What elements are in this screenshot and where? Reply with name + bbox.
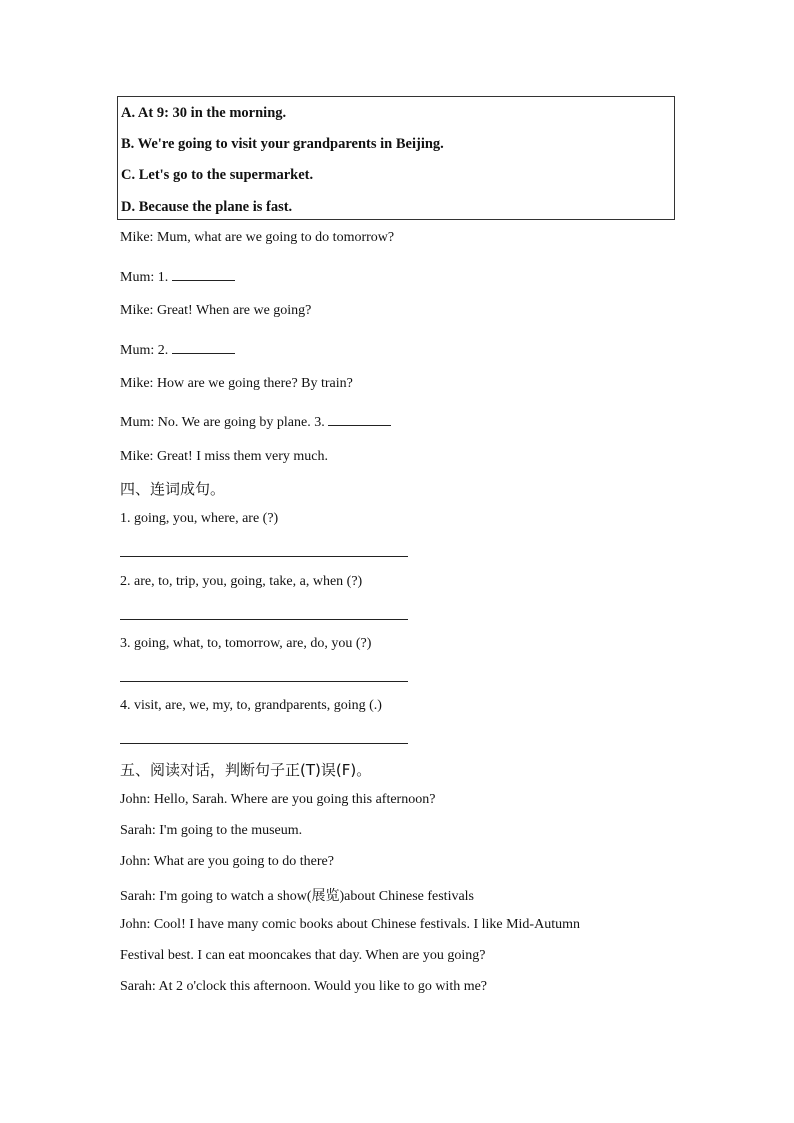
dialogue-line: Sarah: I'm going to the museum. [120,823,303,838]
dialogue-line: Sarah: I'm going to watch a show(展览)about Chinese festivals [120,889,475,904]
dialogue-line: Mike: Great! When are we going? [120,303,312,318]
section5-title: 五、阅读对话，判断句子正(T)误(F)。 [120,761,372,779]
dialogue-line: Mum: No. We are going by plane. 3. [120,413,391,431]
sentence-item-1: 1. going, you, where, are (?) [120,511,279,526]
dialogue-line: Mum: 1. [120,268,235,286]
dialogue-line: Mike: How are we going there? By train? [120,376,353,391]
dialogue-line: John: Cool! I have many comic books about Chinese festivals. I like Mid-Autumn [120,917,580,932]
dialogue-line: Mike: Great! I miss them very much. [120,449,329,464]
sentence-item-2: 2. are, to, trip, you, going, take, a, when (?) [120,574,363,589]
answer-line-3[interactable] [120,681,408,682]
options-box [117,96,675,220]
dialogue-line: John: What are you going to do there? [120,854,334,869]
dialogue-line: Mum: 2. [120,341,235,359]
answer-line-2[interactable] [120,619,408,620]
dialogue-line: Sarah: At 2 o'clock this afternoon. Would you like to go with me? [120,979,488,994]
sentence-item-3: 3. going, what, to, tomorrow, are, do, you (?) [120,636,372,651]
option-a: A. At 9: 30 in the morning. [121,105,287,121]
dialogue-line: Mike: Mum, what are we going to do tomorrow? [120,230,395,245]
sentence-item-4: 4. visit, are, we, my, to, grandparents, going (.) [120,698,382,713]
section4-title: 四、连词成句。 [120,480,226,498]
answer-line-4[interactable] [120,743,408,744]
option-c: C. Let's go to the supermarket. [121,167,314,183]
answer-line-1[interactable] [120,556,408,557]
answer-blank-3[interactable] [328,413,391,426]
option-d: D. Because the plane is fast. [121,199,293,215]
dialogue-line: John: Hello, Sarah. Where are you going this afternoon? [120,792,436,807]
answer-blank-2[interactable] [172,341,235,354]
dialogue-line: Festival best. I can eat mooncakes that day. When are you going? [120,948,486,963]
option-b: B. We're going to visit your grandparents in Beijing. [121,136,444,152]
answer-blank-1[interactable] [172,268,235,281]
